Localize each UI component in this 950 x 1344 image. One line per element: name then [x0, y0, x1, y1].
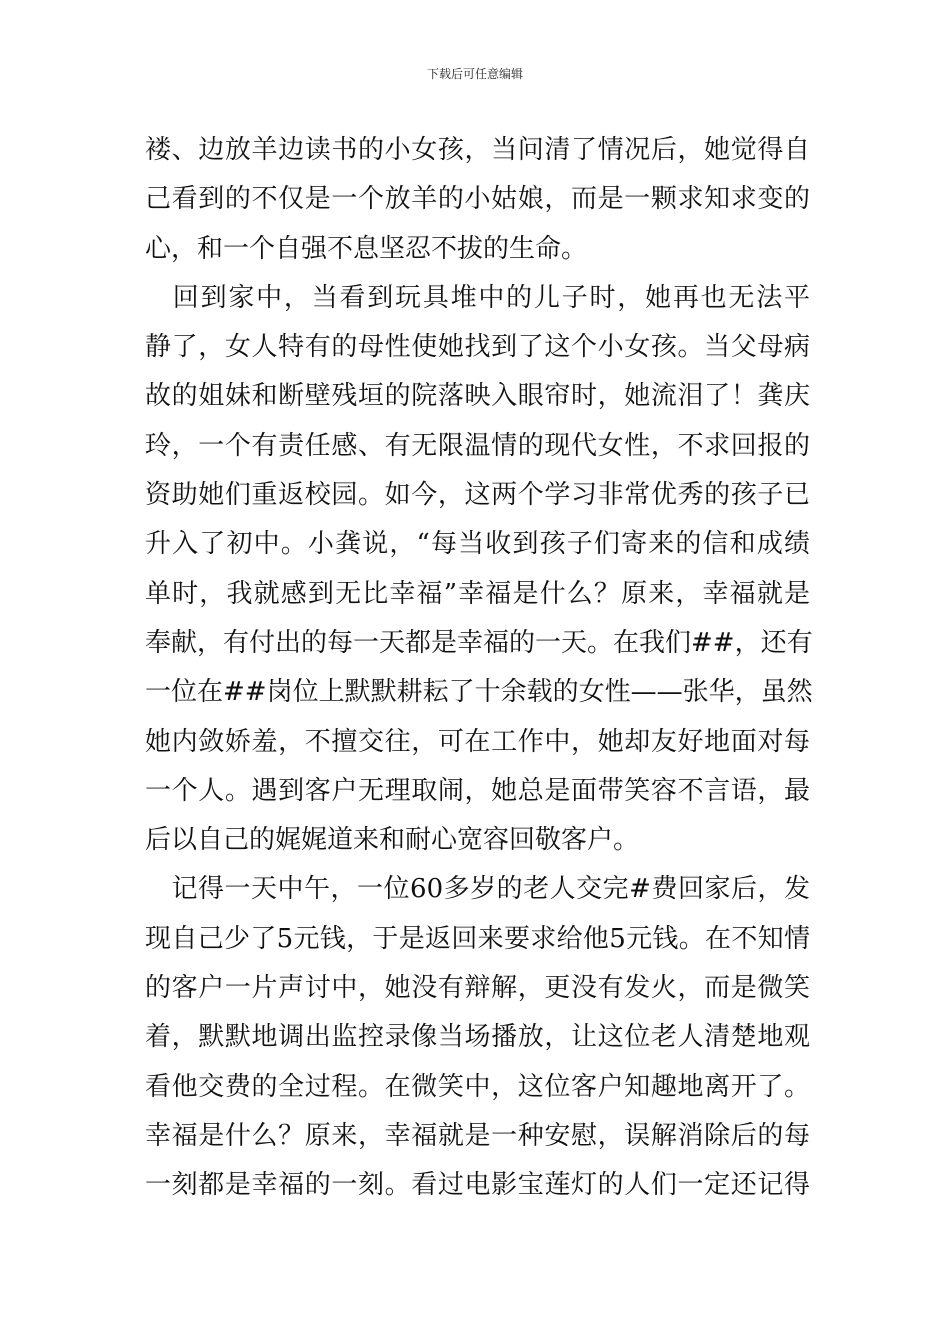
body-text-line: 一刻都是幸福的一刻。看过电影宝莲灯的人们一定还记得	[145, 1170, 810, 1201]
body-text-line: 资助她们重返校园。如今，这两个学习非常优秀的孩子已	[145, 480, 810, 511]
body-text-line: 的客户一片声讨中，她没有辩解，更没有发火，而是微笑	[145, 973, 810, 1004]
body-text-line: 看他交费的全过程。在微笑中，这位客户知趣地离开了。	[145, 1071, 810, 1102]
document-body	[145, 126, 813, 1211]
body-text-line: 现自己少了5元钱，于是返回来要求给他5元钱。在不知情	[145, 923, 810, 954]
body-text-line: 记得一天中午，一位60多岁的老人交完#费回家后，发	[145, 874, 810, 905]
body-text-line: 一个人。遇到客户无理取闹，她总是面带笑容不言语，最	[145, 775, 810, 806]
body-text-line: 着，默默地调出监控录像当场播放，让这位老人清楚地观	[145, 1022, 810, 1053]
body-text-line: 己看到的不仅是一个放羊的小姑娘，而是一颗求知求变的	[145, 184, 810, 215]
body-text-line: 升入了初中。小龚说，“每当收到孩子们寄来的信和成绩	[145, 529, 810, 560]
page-header: 下载后可任意编辑	[426, 67, 523, 81]
body-text-line: 回到家中，当看到玩具堆中的儿子时，她再也无法平	[145, 282, 810, 313]
body-text-line: 一位在##岗位上默默耕耘了十余载的女性——张华，虽然	[145, 677, 813, 708]
body-text-line: 单时，我就感到无比幸福”幸福是什么？原来，幸福就是	[145, 578, 810, 609]
body-text-line: 心，和一个自强不息坚忍不拔的生命。	[145, 233, 588, 264]
body-text-line: 静了，女人特有的母性使她找到了这个小女孩。当父母病	[145, 332, 810, 363]
body-text-line: 褛、边放羊边读书的小女孩，当问清了情况后，她觉得自	[145, 135, 810, 165]
body-text-line: 奉献，有付出的每一天都是幸福的一天。在我们##，还有	[145, 627, 813, 658]
body-text-line: 故的姐妹和断壁残垣的院落映入眼帘时，她流泪了！龚庆	[145, 381, 810, 412]
body-text-line: 她内敛娇羞，不擅交往，可在工作中，她却友好地面对每	[145, 726, 810, 757]
body-text-line: 后以自己的娓娓道来和耐心宽容回敬客户。	[145, 825, 640, 856]
body-text-line: 玲，一个有责任感、有无限温情的现代女性，不求回报的	[145, 430, 810, 461]
body-text-line: 幸福是什么？原来，幸福就是一种安慰，误解消除后的每	[145, 1120, 810, 1151]
